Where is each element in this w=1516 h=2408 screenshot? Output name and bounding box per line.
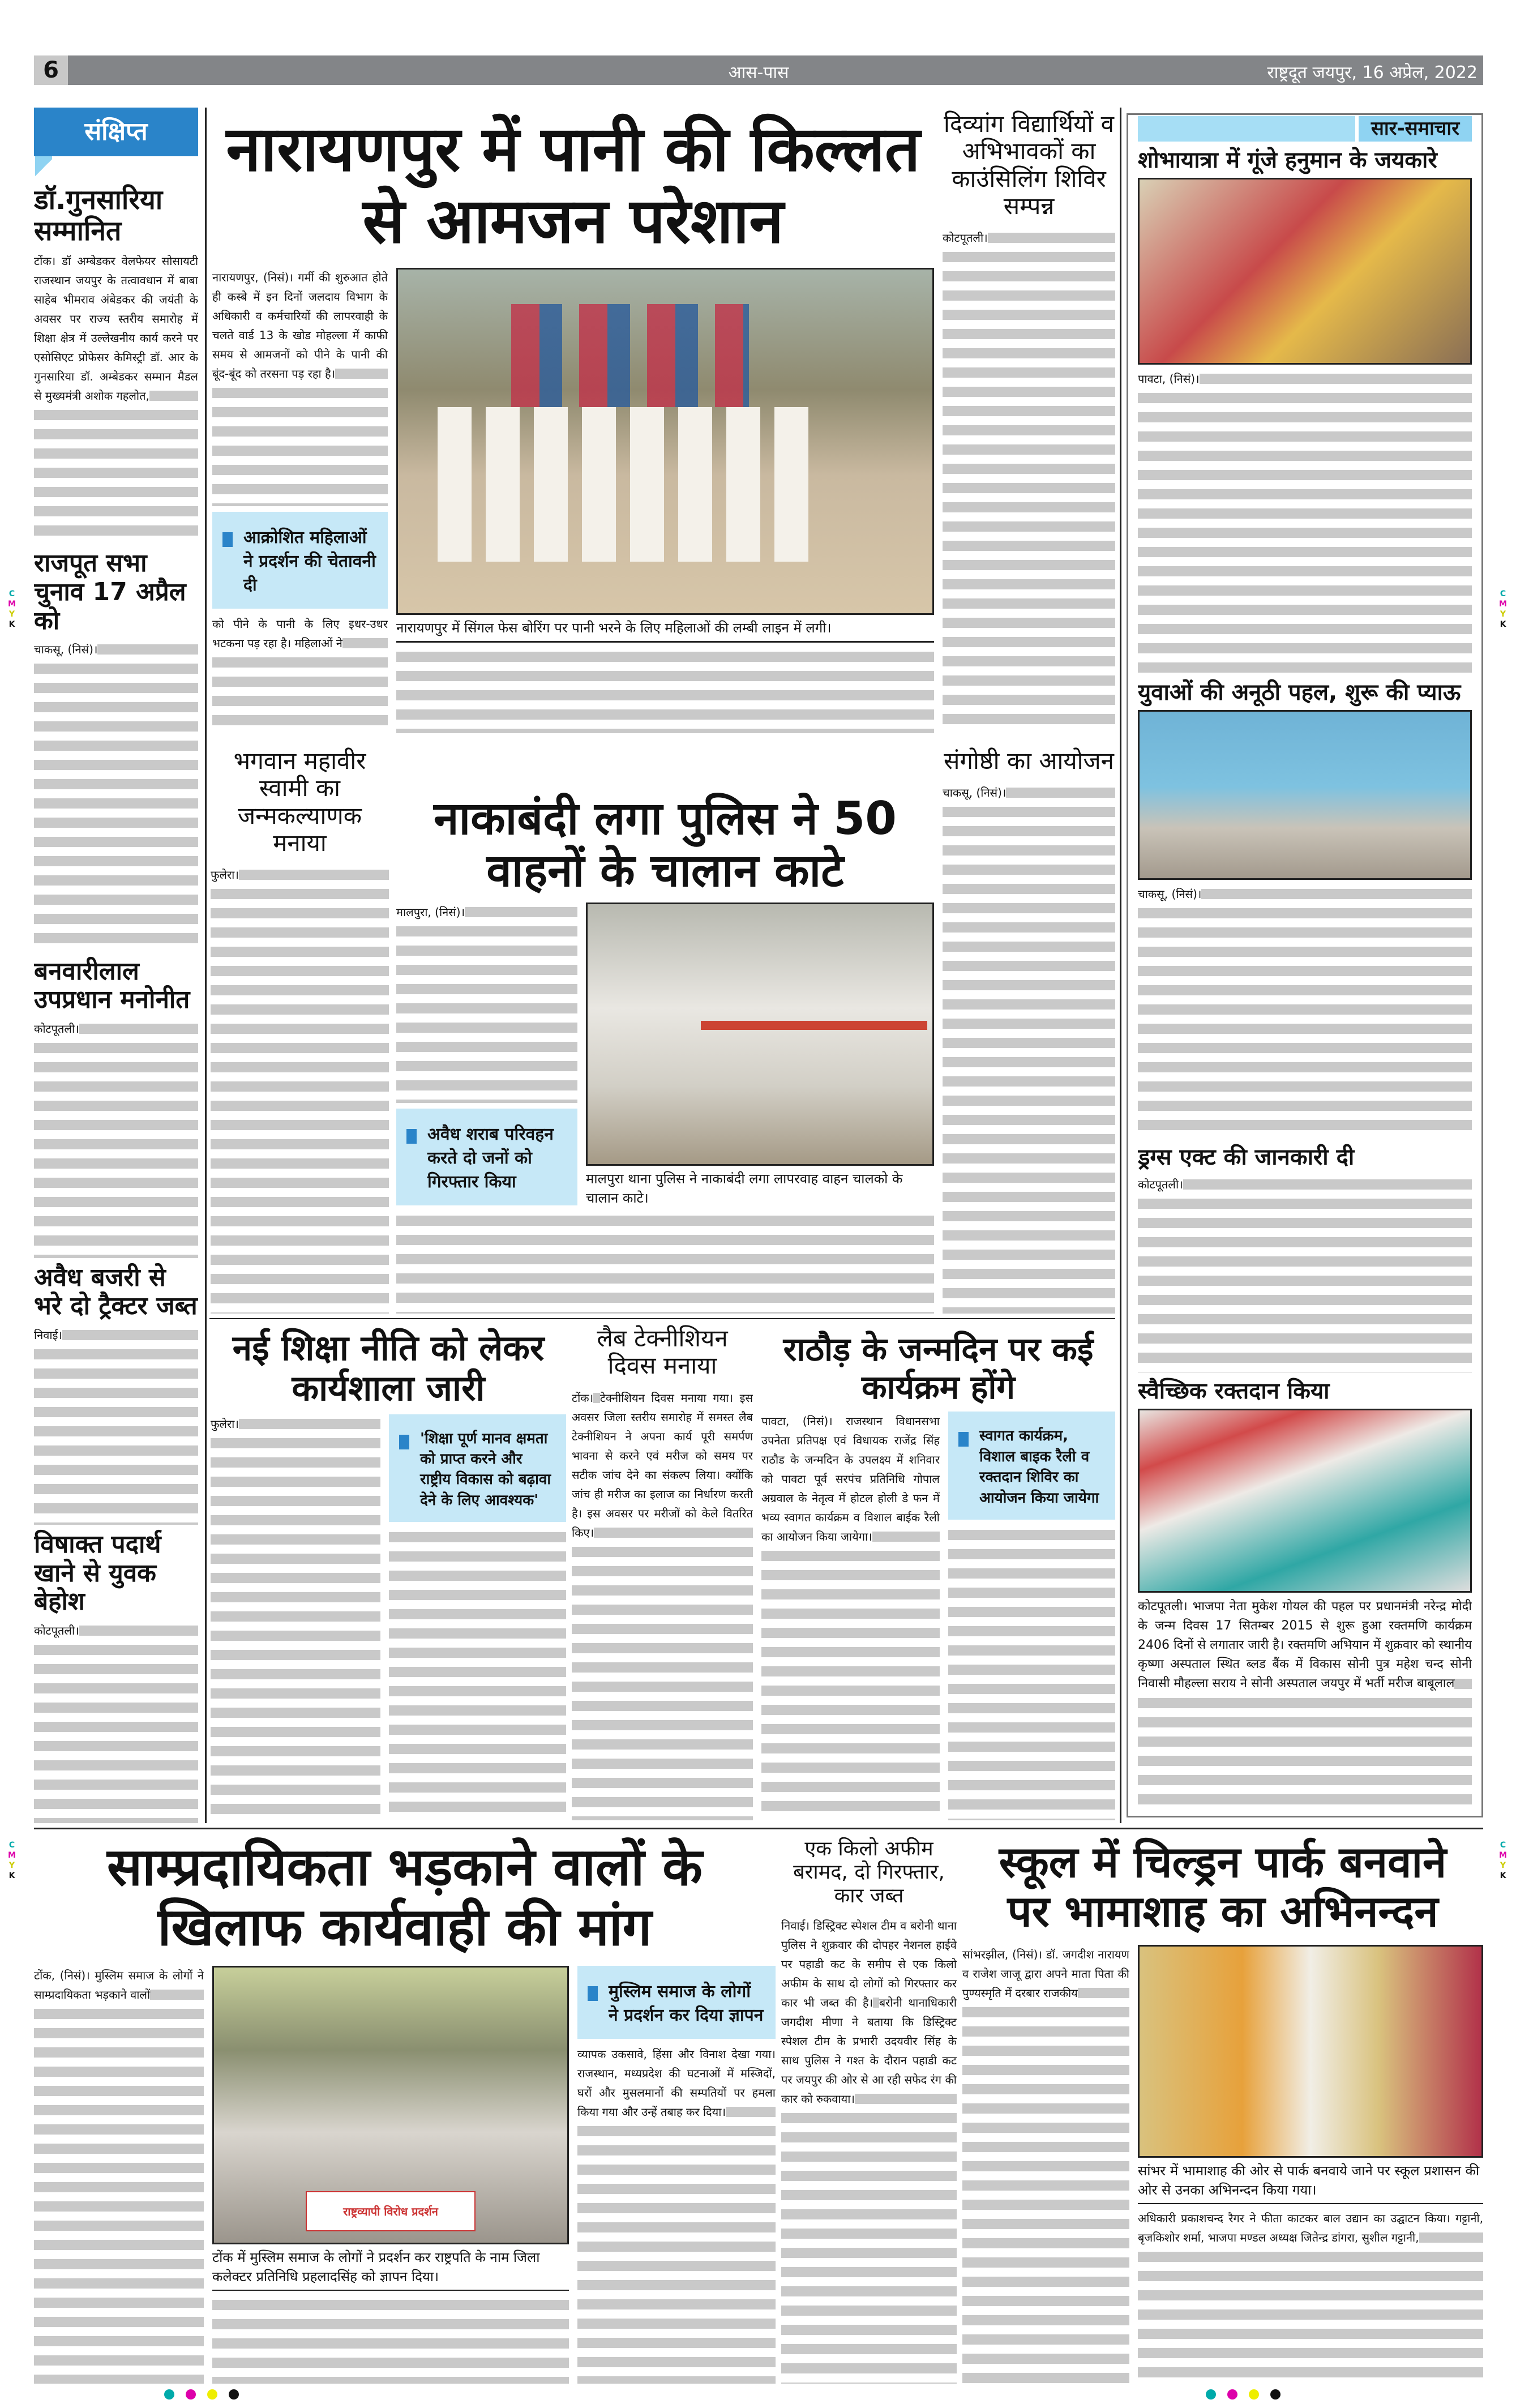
photo-shobhayatra <box>1138 178 1472 365</box>
photo-caption: मालपुरा थाना पुलिस ने नाकाबंदी लगा लापरवाह वाहन चालको के चालान काटे। <box>586 1170 903 1206</box>
nakabandi-story <box>396 793 934 1314</box>
story-text: चाकसू, (निसं)। <box>1138 884 1472 1139</box>
opium-story <box>781 1837 957 2384</box>
col3-story <box>943 110 1115 733</box>
registration-mark-left: C M Y K <box>8 589 16 629</box>
story-headline: युवाओं की अनूठी पहल, शुरू की प्याऊ <box>1138 679 1461 706</box>
sidebar <box>34 108 198 1823</box>
sidebar-headline: विषाक्त पदार्थ खाने से युवक बेहोश <box>34 1530 161 1616</box>
story-text: टोंक। टेक्नीशियन दिवस मनाया गया। इस अवसर जिला स्तरीय समारोह में समस्त लैब टेक्नीशियन ने अपना कार्य पूरी समर्पण भावना से करने एवं मरीज को समय पर सटीक जांच देने का संकल्प लिया। क्योंकि जांच ही मरीज का इलाज का निर्धारण करती है। इस अवसर पर मरीजों को केले वितरित किए। <box>572 1388 753 1820</box>
story-headline: नाकाबंदी लगा पुलिस ने 50 वाहनों के चालान काटे <box>434 793 897 897</box>
pull-quote: मुस्लिम समाज के लोगों ने प्रदर्शन कर दिया ज्ञापन <box>577 1966 776 2039</box>
caption-rule <box>1138 2203 1483 2204</box>
photo-protest <box>212 1966 569 2245</box>
main-story-text <box>396 647 934 733</box>
story-text: कोटपूतली। <box>1138 1175 1472 1372</box>
sidebar-headline: बनवारीलाल उपप्रधान मनोनीत <box>34 956 190 1015</box>
story-headline: नई शिक्षा नीति को लेकर कार्यशाला जारी <box>232 1328 545 1409</box>
story-text <box>389 1528 566 1820</box>
edition-date: राष्ट्रदूत जयपुर, 16 अप्रेल, 2022 <box>1267 63 1478 83</box>
story-headline: शोभायात्रा में गूंजे हनुमान के जयकारे <box>1138 147 1437 173</box>
photo-caption: टोंक में मुस्लिम समाज के लोगों ने प्रदर्शन कर राष्ट्रपति के नाम जिला कलेक्टर प्रतिनिधि प्रहलादसिंह को ज्ञापन दिया। <box>212 2249 540 2285</box>
story-text: पावटा, (निसं)। राजस्थान विधानसभा उपनेता प्रतिपक्ष एवं विधायक राजेंद्र सिंह राठौड के जन्मदिन के उपलक्ष्य में शनिवार को पावटा पूर्व सरपंच प्रतिनिधि गोपाल अग्रवाल के नेतृत्व में होटल होली डे फन में भव्य स्वागत कार्यक्रम व विशाल बाईक रैली का आयोजन किया जायेगा। <box>761 1412 940 1820</box>
column-divider <box>205 108 207 1823</box>
sidebar-story-text: कोटपूतली। <box>34 1019 198 1258</box>
photo-felicitation <box>1138 1945 1483 2158</box>
registration-mark-left-bottom: C M Y K <box>8 1841 16 1880</box>
lab-story <box>572 1325 753 1820</box>
sidebar-headline: अवैध बजरी से भरे दो ट्रैक्टर जब्त <box>34 1263 198 1321</box>
protest-banner: राष्ट्रव्यापी विरोध प्रदर्शन <box>306 2191 476 2231</box>
main-story-text: को पीने के पानी के लिए इधर-उधर भटकना पड़ रहा है। महिलाओं ने <box>212 614 388 733</box>
main-photo-women-water-queue <box>396 268 934 615</box>
section-divider <box>209 1318 1115 1319</box>
photo-caption: नारायणपुर में सिंगल फेस बोरिंग पर पानी भरने के लिए महिलाओं की लम्बी लाइन में लगी। <box>396 620 832 636</box>
sidebar-headline: राजपूत सभा चुनाव 17 अप्रैल को <box>34 549 186 635</box>
main-story <box>212 113 934 733</box>
caption-rule <box>396 641 934 643</box>
sangoshthi-story <box>943 747 1115 1314</box>
story-text: कोटपूतली। <box>943 228 1115 733</box>
section-title: आस-पास <box>728 63 789 83</box>
photo-pyau <box>1138 710 1472 880</box>
sidebar-headline: डॉ.गुनसारिया सम्मानित <box>34 184 163 247</box>
rathore-story <box>761 1331 1115 1820</box>
story-text <box>948 1525 1115 1820</box>
column-divider <box>1120 108 1121 1823</box>
story-text: सांभरझील, (निसं)। डॉ. जगदीश नारायण व राजेश जाजू द्वारा अपने माता पिता की पुण्यस्मृति में दरबार राजकीय <box>962 1945 1129 2384</box>
story-text: फुलेरा। <box>211 1414 380 1820</box>
story-text: टोंक, (निसं)। मुस्लिम समाज के लोगों ने साम्प्रदायिकता भड़काने वालों <box>34 1966 204 2384</box>
main-headline-line2: से आमजन परेशान <box>362 184 784 257</box>
story-headline: स्कूल में चिल्ड्रन पार्क बनवाने <box>999 1837 1447 1887</box>
right-column <box>1138 116 1472 1812</box>
story-headline: संगोष्ठी का आयोजन <box>943 747 1114 775</box>
label-band <box>1138 116 1472 142</box>
story-headline-line2: खिलाफ कार्यवाही की मांग <box>157 1896 652 1957</box>
story-text: व्यापक उकसावे, हिंसा और विनाश देखा गया। राजस्थान, मध्यप्रदेश की घटनाओं में मस्जिदों, घरों और मुसलमानों की सम्पतियों पर हमला किया गया और उन्हें तबाह कर दिया। <box>577 2045 776 2384</box>
story-text: पावटा, (निसं)। <box>1138 369 1472 674</box>
sidebar-story-text: चाकसू, (निसं)। <box>34 640 198 952</box>
photo-blood-donation <box>1138 1409 1472 1593</box>
right-column-label: सार-समाचार <box>1359 116 1472 142</box>
story-text <box>212 2295 569 2384</box>
story-headline-line2: पर भामाशाह का अभिनन्दन <box>1007 1886 1438 1937</box>
main-story-text: नारायणपुर, (निसं)। गर्मी की शुरुआत होते ही कस्बे में इन दिनों जलदाय विभाग के अधिकारी व कर्मचारियों की लापरवाही के चलते वार्ड 13 के खोड मोहल्ला में काफी समय से आमजनों को पीने के पानी की बूंद-बूंद को तरसना पड़ रहा है। <box>212 268 388 506</box>
pull-quote: 'शिक्षा पूर्ण मानव क्षमता को प्राप्त करने और राष्ट्रीय विकास को बढ़ावा देने के लिए आवश्यक' <box>389 1414 566 1522</box>
mahavir-story <box>211 747 389 1314</box>
main-headline: नारायणपुर में पानी की किल्लत <box>226 113 920 185</box>
shiksha-story <box>211 1328 566 1820</box>
photo-caption: सांभर में भामाशाह की ओर से पार्क बनवाये जाने पर स्कूल प्रशासन की ओर से उनका अभिनन्दन किया गया। <box>1138 2163 1480 2199</box>
section-divider <box>34 1828 1483 1829</box>
story-headline: एक किलो अफीम बरामद, दो गिरफ्तार, कार जब्त <box>793 1837 945 1907</box>
registration-mark-right: C M Y K <box>1499 589 1507 629</box>
story-text: अधिकारी प्रकाशचन्द रैगर ने फीता काटकर बाल उद्यान का उद्घाटन किया। गट्टानी, बृजकिशोर शर्मा, भाजपा मण्डल अध्यक्ष जितेन्द्र डांगरा, सुशील गट्टानी, <box>1138 2209 1483 2384</box>
story-headline: राठौड़ के जन्मदिन पर कई कार्यक्रम होंगे <box>783 1331 1094 1406</box>
label-band-fill <box>1138 116 1355 142</box>
pull-quote: आक्रोशित महिलाओं ने प्रदर्शन की चेतावनी दी <box>212 512 388 609</box>
story-text: निवाई। डिस्ट्रिक्ट स्पेशल टीम व बरोनी थाना पुलिस ने शुक्रवार की दोपहर नेशनल हाईवे पर पहाडी कट के समीप से एक किलो अफीम के साथ दो लोगों को गिरफ्तार कर कार भी जब्त की है। बरोनी थानाधिकारी जगदीश मीणा ने बताया कि डिस्ट्रिक्ट स्पेशल टीम के प्रभारी उदयवीर सिंह के साथ पुलिस ने गश्त के दौरान पहाडी कट पर जयपुर की ओर से आ रही सफेद रंग की कार को रुकवाया। <box>781 1916 957 2384</box>
story-headline: साम्प्रदायिकता भड़काने वालों के <box>107 1837 703 1897</box>
sidebar-story-text: कोटपूतली। <box>34 1621 198 1823</box>
story-text: फुलेरा। <box>211 865 389 1314</box>
story-text: चाकसू, (निसं)। <box>943 783 1115 1314</box>
photo-police-vehicle <box>586 903 934 1166</box>
story-headline: ड्रग्स एक्ट की जानकारी दी <box>1138 1144 1355 1171</box>
story-headline: दिव्यांग विद्यार्थियों व अभिभावकों का काउंसिलिंग शिविर सम्पन्न <box>943 110 1114 220</box>
sidebar-story-text: निवाई। <box>34 1325 198 1525</box>
color-registration-dots <box>159 2389 245 2402</box>
pull-quote: स्वागत कार्यक्रम, विशाल बाइक रैली व रक्तदान शिविर का आयोजन किया जायेगा <box>948 1412 1115 1520</box>
communal-story <box>34 1837 776 2384</box>
story-text <box>396 1211 934 1314</box>
park-story <box>962 1837 1483 2384</box>
story-text: कोटपूतली। भाजपा नेता मुकेश गोयल की पहल पर प्रधानमंत्री नरेन्द्र मोदी के जन्म दिवस 17 सितम्बर 2015 से शुरू हुआ रक्तमणि कार्यक्रम 2406 दिनों से लगातार जारी है। रक्तमणि अभियान में शुक्रवार को स्थानीय कृष्णा अस्पताल स्थित ब्लड बैंक में विकास सोनी पुत्र महेश चन्द सोनी निवासी मौहल्ला सराय ने सोनी अस्पताल जयपुर में भर्ती मरीज बाबूलाल <box>1138 1597 1472 1812</box>
sidebar-story-text: टोंक। डॉ अम्बेडकर वेलफेयर सोसायटी राजस्थान जयपुर के तत्वावधान में बाबा साहेब भीमराव अंबेडकर की जयंती के अवसर पर राज्य स्तरीय समारोह में शिक्षा क्षेत्र में उल्लेखनीय कार्य करने पर एसोसिएट प्रोफेसर केमिस्ट्री डॉ. आर के गुनसारिया डॉ. अम्बेडकर सम्मान मैडल से मुख्यमंत्री अशोक गहलोत, <box>34 251 198 544</box>
story-text: मालपुरा, (निसं)। <box>396 903 577 1103</box>
pull-quote: अवैध शराब परिवहन करते दो जनों को गिरफ्तार किया <box>396 1109 577 1205</box>
registration-mark-right-bottom: C M Y K <box>1499 1841 1507 1880</box>
page-header-bar <box>34 55 1483 85</box>
caption-rule <box>212 2290 569 2291</box>
page-number: 6 <box>34 55 68 85</box>
label-tail <box>35 156 52 179</box>
story-headline: लैब टेक्नीशियन दिवस मनाया <box>597 1325 728 1380</box>
sidebar-label: संक्षिप्त <box>34 108 198 156</box>
story-headline: भगवान महावीर स्वामी का जन्मकल्याणक मनाया <box>233 747 366 857</box>
color-registration-dots <box>1200 2389 1286 2402</box>
story-headline: स्वैच्छिक रक्तदान किया <box>1138 1378 1330 1405</box>
